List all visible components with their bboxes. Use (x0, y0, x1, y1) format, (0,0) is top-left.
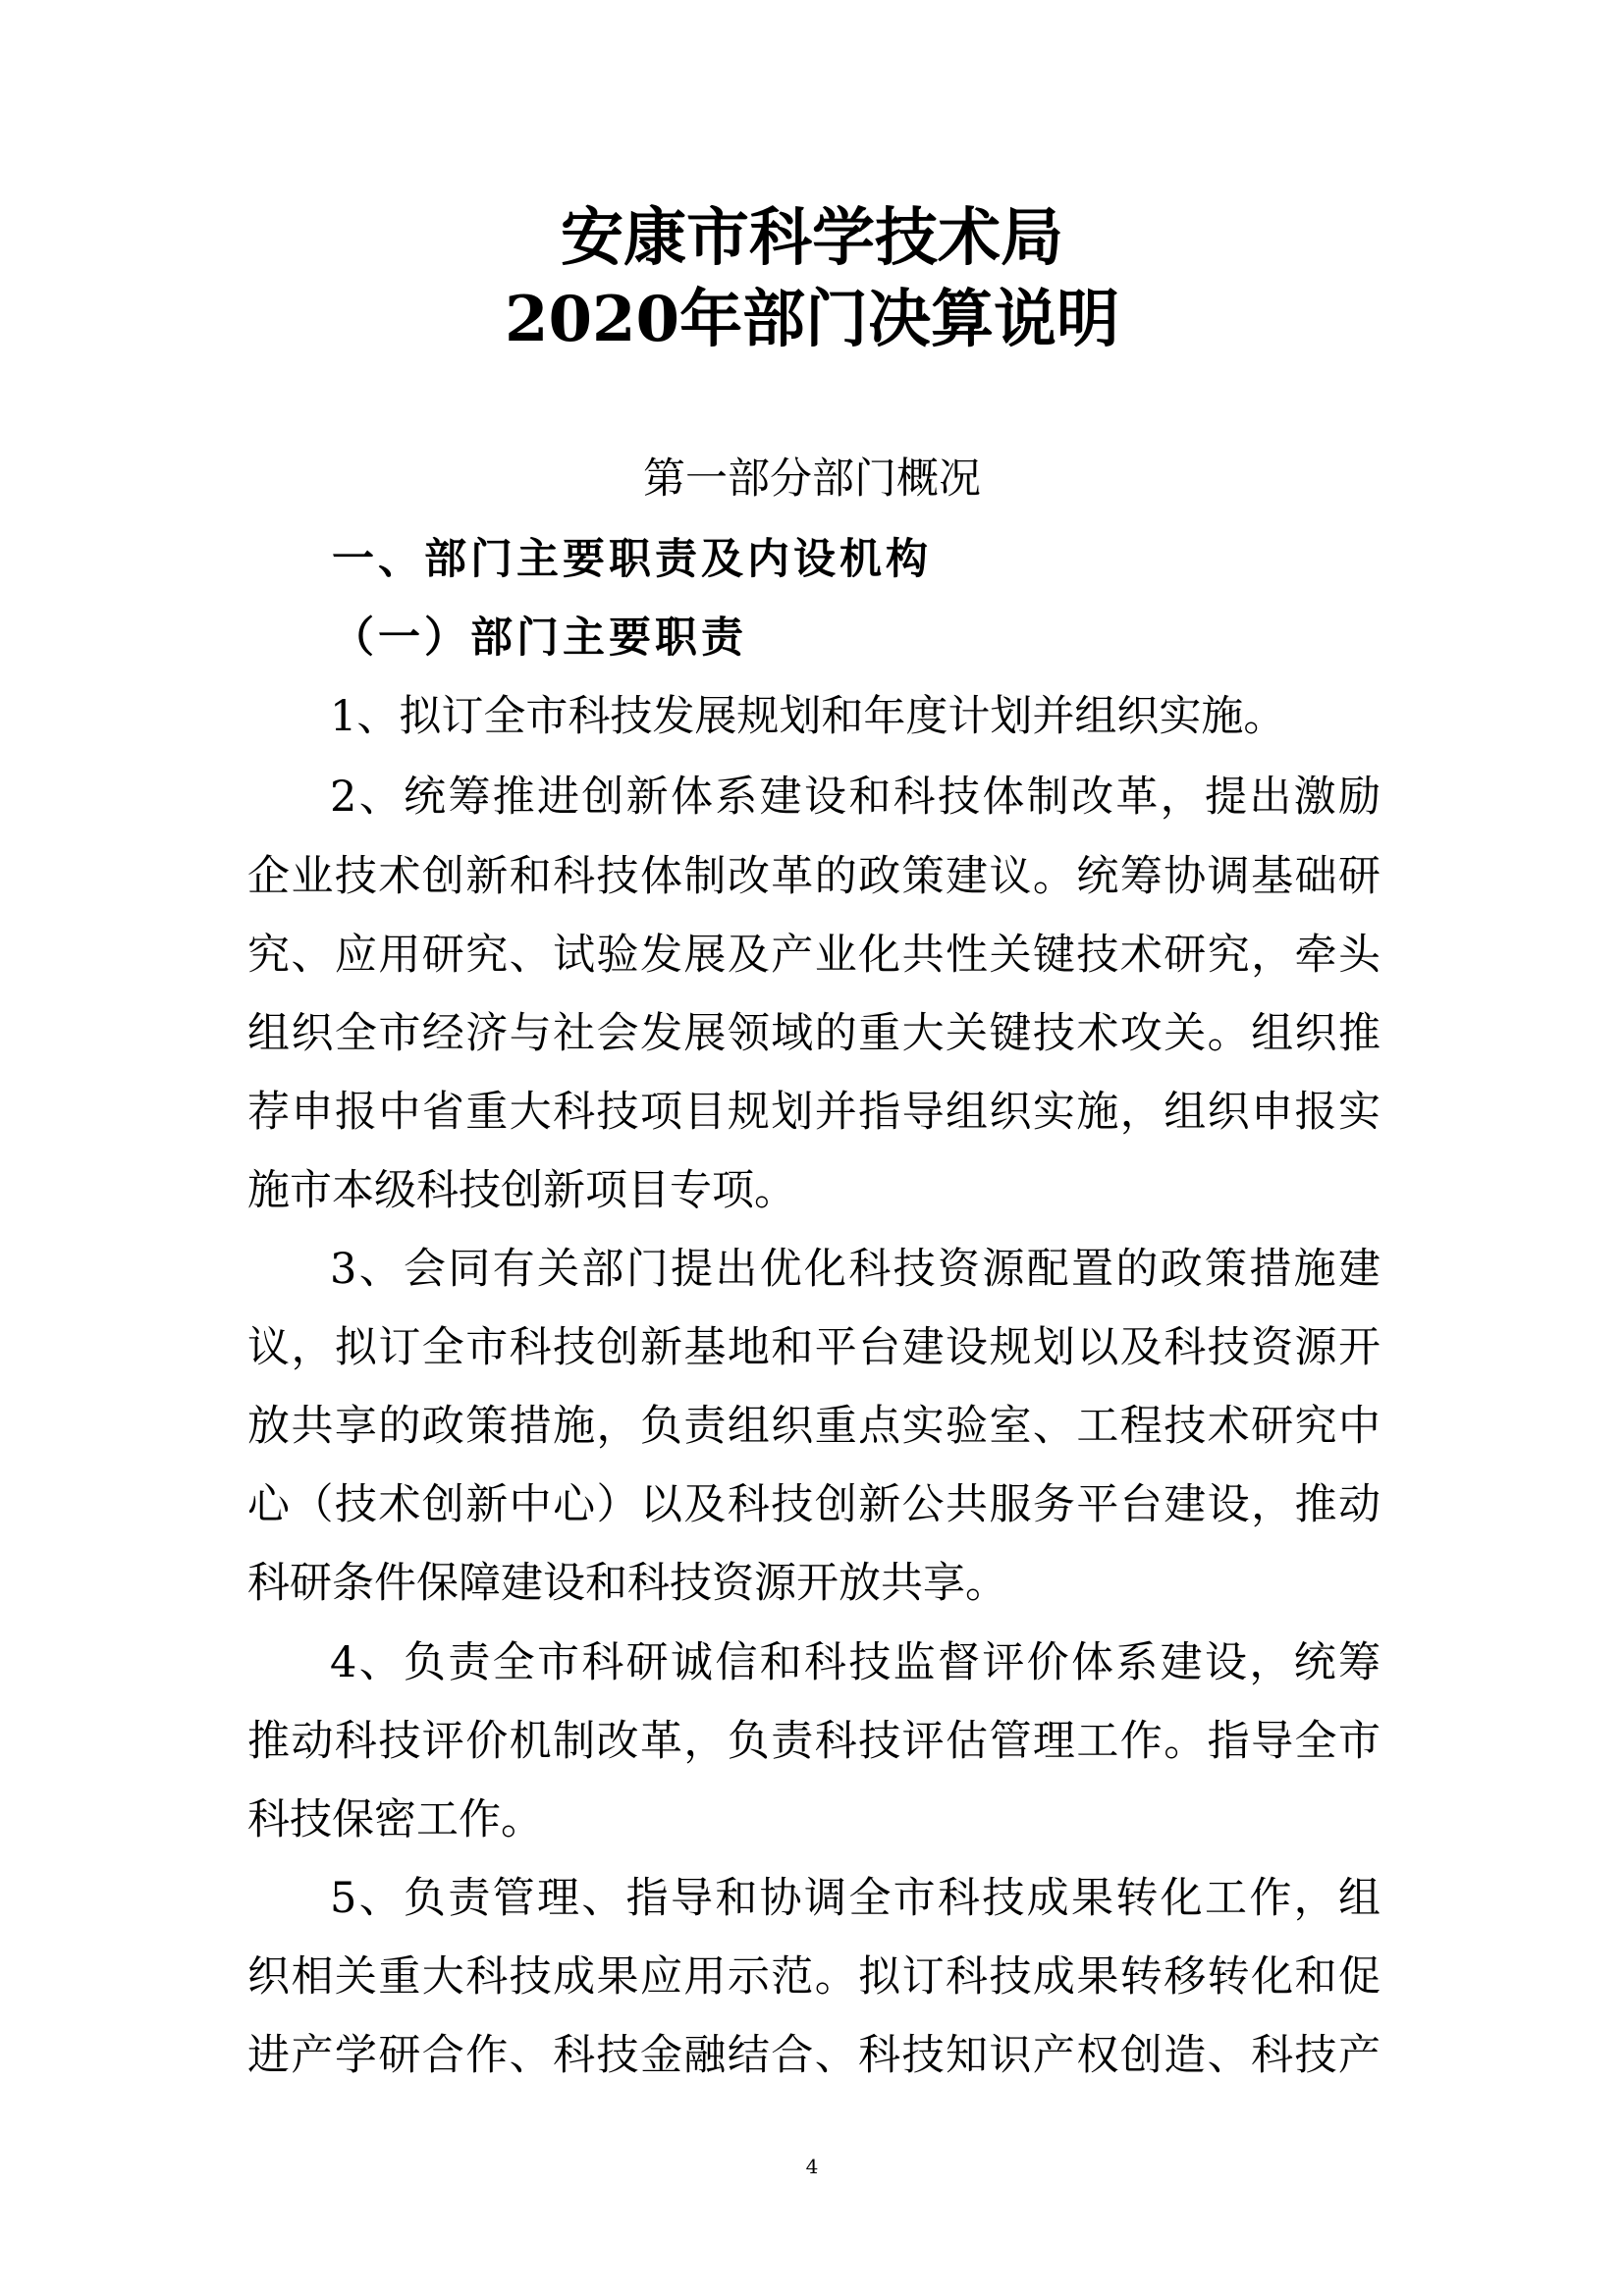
document-title-line-2: 2020年部门决算说明 (504, 283, 1120, 356)
document-title-line-1: 安康市科学技术局 (561, 201, 1063, 275)
page-number: 4 (805, 2155, 819, 2178)
body-line: 推动科技评价机制改革，负责科技评估管理工作。指导全市 (247, 1717, 1380, 1766)
body-line: 组织全市经济与社会发展领域的重大关键技术攻关。组织推 (247, 1009, 1380, 1058)
part-heading: 第一部分部门概况 (643, 454, 981, 504)
section-heading: 一、部门主要职责及内设机构 (332, 535, 932, 584)
body-line: 科技保密工作。 (247, 1795, 543, 1844)
body-line: 1、拟订全市科技发展规划和年度计划并组织实施。 (330, 692, 1286, 741)
body-line: 4、负责全市科研诚信和科技监督评价体系建设，统筹 (330, 1638, 1380, 1687)
body-line: 荐申报中省重大科技项目规划并指导组织实施，组织申报实 (247, 1088, 1380, 1137)
body-line: 究、应用研究、试验发展及产业化共性关键技术研究，牵头 (247, 931, 1380, 980)
body-line: 施市本级科技创新项目专项。 (247, 1166, 796, 1215)
body-line: 放共享的政策措施，负责组织重点实验室、工程技术研究中 (247, 1402, 1380, 1451)
body-line: 议，拟订全市科技创新基地和平台建设规划以及科技资源开 (247, 1323, 1380, 1372)
body-line: 5、负责管理、指导和协调全市科技成果转化工作，组 (330, 1874, 1380, 1923)
body-line: 进产学研合作、科技金融结合、科技知识产权创造、科技产 (247, 2031, 1380, 2080)
body-line: 心（技术创新中心）以及科技创新公共服务平台建设，推动 (247, 1480, 1380, 1529)
body-line: 科研条件保障建设和科技资源开放共享。 (247, 1559, 1007, 1608)
body-line: 企业技术创新和科技体制改革的政策建议。统筹协调基础研 (247, 852, 1380, 901)
body-line: 织相关重大科技成果应用示范。拟订科技成果转移转化和促 (247, 1952, 1380, 2002)
sub-heading: （一）部门主要职责 (332, 614, 747, 663)
body-line: 2、统筹推进创新体系建设和科技体制改革，提出激励 (330, 773, 1380, 822)
body-line: 3、会同有关部门提出优化科技资源配置的政策措施建 (330, 1245, 1380, 1294)
